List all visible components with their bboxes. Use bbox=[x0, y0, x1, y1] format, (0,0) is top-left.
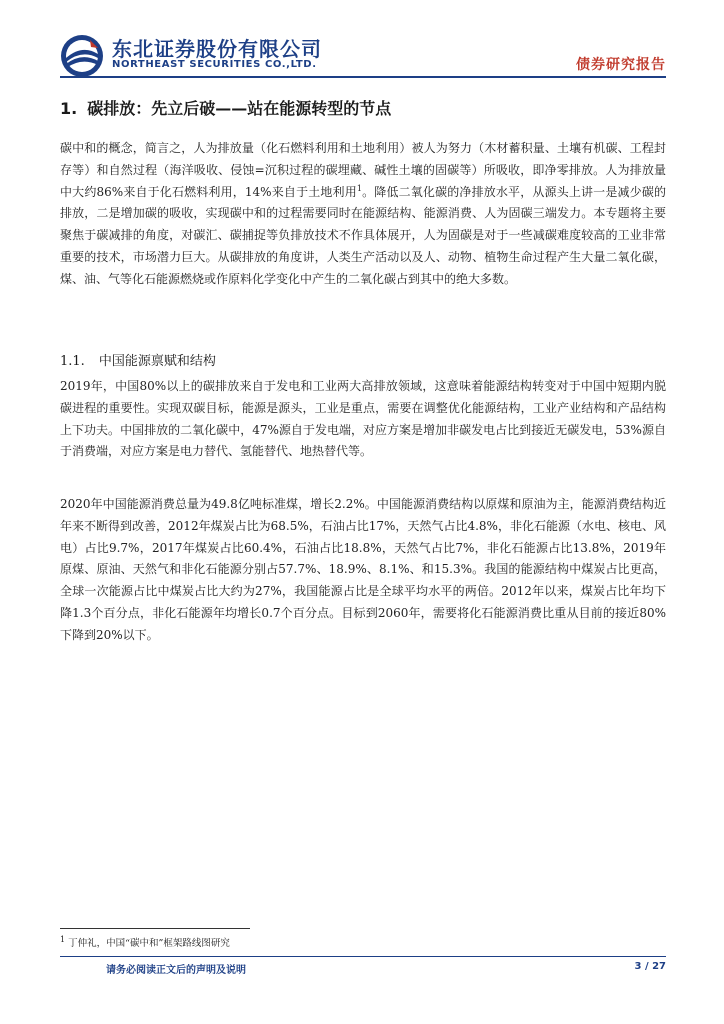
footnote-reference: 1 bbox=[356, 183, 362, 193]
body-paragraph: 2020年中国能源消费总量为49.8亿吨标准煤，增长2.2%。中国能源消费结构以原煤和原油为主，能源消费结构近年来不断得到改善，2012年煤炭占比为68.5%，石油占比17%，天然气占比4.8%，非化石能源（水电、核电、风电）占比9.7%，2017年煤炭占比60.4%，石油占比18.8%，天然气占比7%，非化石能源占比13.8%，2019年原煤、原油、天然气和非化石能源分别占57.7%、18.9%、8.1%、和15.3%。我国的能源结构中煤炭占比更高，全球一次能源占比中煤炭占比大约为27%，我国能源占比是全球平均水平的两倍。2012年以来，煤炭占比年均下降1.3个百分点，非化石能源年均增长0.7个百分点。目标到2060年，需要将化石能源消费比重从目前的接近80%下降到20%以下。 bbox=[60, 497, 666, 642]
company-logo-icon bbox=[60, 34, 104, 78]
body-paragraph bbox=[60, 138, 666, 291]
footnote-text: 丁仲礼，中国“碳中和”框架路线图研究 bbox=[68, 938, 230, 949]
body-paragraph: 2019年，中国80%以上的碳排放来自于发电和工业两大高排放领域，这意味着能源结构转变对于中国中短期内脱碳进程的重要性。实现双碳目标，能源是源头，工业是重点，需要在调整优化能源结构，工业产业结构和产品结构上下功夫。中国排放的二氧化碳中，47%源自于发电端，对应方案是增加非碳发电占比到接近无碳发电，53%源自于消费端，对应方案是电力替代、氢能替代、地热替代等。 bbox=[60, 379, 666, 459]
subsection-title: 中国能源禀赋和结构 bbox=[98, 354, 216, 369]
footer-disclaimer: 请务必阅读正文后的声明及说明 bbox=[106, 965, 246, 976]
report-type-label: 债券研究报告 bbox=[576, 57, 666, 73]
footnote-marker: 1 bbox=[60, 934, 66, 944]
paragraph-text-continued: 。降低二氧化碳的净排放水平，从源头上讲一是减少碳的排放，二是增加碳的吸收，实现碳中和的过程需要同时在能源结构、能源消费、人为固碳三端发力。本专题将主要聚焦于碳减排的角度，对碳汇、碳捕捉等负排放技术不作具体展开，人为固碳是对于一些减碳难度较高的工业非常重要的技术，市场潜力巨大。从碳排放的角度讲，人类生产活动以及人、动物、植物生命过程产生大量二氧化碳，煤、油、气等化石能源燃烧或作原料化学变化中产生的二氧化碳占到其中的绝大多数。 bbox=[60, 184, 666, 286]
page-number: 3 / 27 bbox=[634, 961, 666, 972]
section-number: 1. bbox=[60, 99, 78, 118]
footnote bbox=[60, 935, 230, 949]
header-divider bbox=[60, 76, 666, 78]
subsection-heading bbox=[60, 350, 216, 369]
page-header bbox=[60, 30, 666, 76]
subsection-number: 1.1. bbox=[60, 354, 85, 369]
company-name-cn: 东北证券股份有限公司 bbox=[112, 37, 322, 61]
section-heading bbox=[60, 96, 391, 119]
footnote-divider bbox=[60, 928, 250, 929]
company-name-en: NORTHEAST SECURITIES CO.,LTD. bbox=[112, 59, 317, 70]
section-title: 碳排放：先立后破——站在能源转型的节点 bbox=[87, 99, 392, 118]
footer-divider bbox=[60, 956, 666, 957]
paragraph-text: 碳中和的概念，简言之，人为排放量（化石燃料利用和土地利用）被人为努力（木材蓄积量、土壤有机碳、工程封存等）和自然过程（海洋吸收、侵蚀=沉积过程的碳埋藏、碱性土壤的固碳等）所吸收，即净零排放。人为排放量中大约86%来自于化石燃料利用，14%来自于土地利用 bbox=[60, 141, 666, 199]
